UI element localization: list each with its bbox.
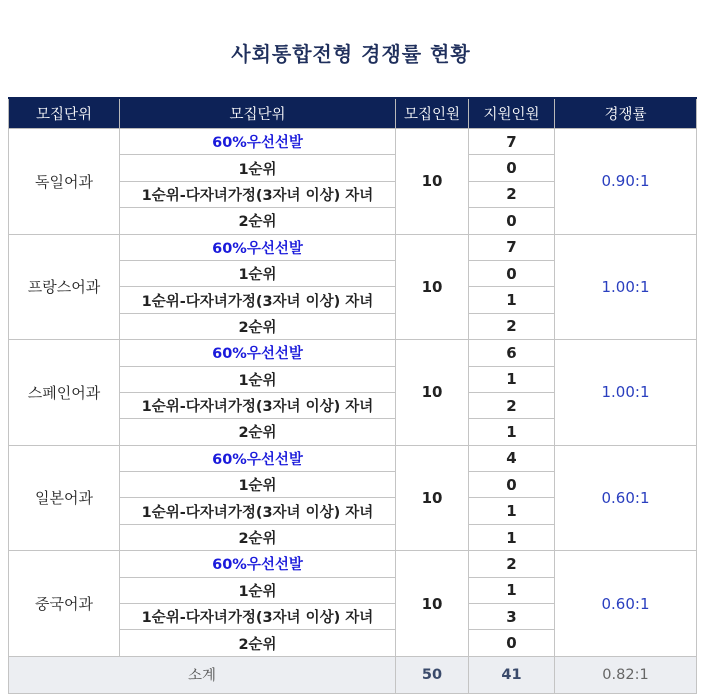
applicants-cell: 3 (469, 604, 555, 630)
unit-name: 스페인어과 (9, 340, 120, 446)
header-applicants: 지원인원 (469, 98, 555, 129)
category-cell: 2순위 (120, 524, 396, 550)
category-cell: 1순위 (120, 155, 396, 181)
quota-cell: 10 (396, 340, 469, 446)
unit-name: 독일어과 (9, 129, 120, 235)
applicants-cell: 7 (469, 129, 555, 155)
quota-cell: 10 (396, 445, 469, 551)
quota-cell: 10 (396, 129, 469, 235)
header-category: 모집단위 (120, 98, 396, 129)
applicants-cell: 1 (469, 287, 555, 313)
ratio-cell: 1.00:1 (555, 340, 697, 446)
table-row (9, 340, 697, 366)
applicants-cell: 6 (469, 340, 555, 366)
quota-cell: 10 (396, 234, 469, 340)
summary-row (9, 656, 697, 693)
applicants-cell: 4 (469, 445, 555, 471)
applicants-cell: 2 (469, 392, 555, 418)
category-cell: 2순위 (120, 630, 396, 656)
applicants-cell: 0 (469, 155, 555, 181)
header-unit: 모집단위 (9, 98, 120, 129)
category-cell: 1순위 (120, 472, 396, 498)
applicants-cell: 7 (469, 234, 555, 260)
category-cell: 60%우선선발 (120, 445, 396, 471)
table-header-row (9, 98, 697, 129)
applicants-cell: 1 (469, 524, 555, 550)
applicants-cell: 1 (469, 366, 555, 392)
summary-applicants: 41 (469, 656, 555, 693)
category-cell: 1순위-다자녀가정(3자녀 이상) 자녀 (120, 604, 396, 630)
category-cell: 1순위 (120, 366, 396, 392)
summary-ratio: 0.82:1 (555, 656, 697, 693)
table-row (9, 551, 697, 577)
category-cell: 1순위-다자녀가정(3자녀 이상) 자녀 (120, 181, 396, 207)
table-row (9, 445, 697, 471)
applicants-cell: 0 (469, 630, 555, 656)
category-cell: 1순위-다자녀가정(3자녀 이상) 자녀 (120, 287, 396, 313)
category-cell: 60%우선선발 (120, 340, 396, 366)
unit-name: 중국어과 (9, 551, 120, 657)
applicants-cell: 0 (469, 208, 555, 234)
category-cell: 2순위 (120, 313, 396, 339)
applicants-cell: 2 (469, 313, 555, 339)
quota-cell: 10 (396, 551, 469, 657)
header-ratio: 경쟁률 (555, 98, 697, 129)
ratio-cell: 0.60:1 (555, 445, 697, 551)
applicants-cell: 2 (469, 551, 555, 577)
category-cell: 2순위 (120, 208, 396, 234)
page-title: 사회통합전형 경쟁률 현황 (231, 42, 471, 66)
applicants-cell: 2 (469, 181, 555, 207)
applicants-cell: 0 (469, 472, 555, 498)
competition-table (8, 97, 697, 694)
category-cell: 1순위 (120, 260, 396, 286)
category-cell: 1순위-다자녀가정(3자녀 이상) 자녀 (120, 392, 396, 418)
category-cell: 60%우선선발 (120, 129, 396, 155)
applicants-cell: 0 (469, 260, 555, 286)
ratio-cell: 1.00:1 (555, 234, 697, 340)
unit-name: 프랑스어과 (9, 234, 120, 340)
table-row (9, 129, 697, 155)
category-cell: 60%우선선발 (120, 551, 396, 577)
table-row (9, 234, 697, 260)
summary-label: 소계 (9, 656, 396, 693)
ratio-cell: 0.60:1 (555, 551, 697, 657)
applicants-cell: 1 (469, 419, 555, 445)
category-cell: 1순위 (120, 577, 396, 603)
summary-quota: 50 (396, 656, 469, 693)
category-cell: 1순위-다자녀가정(3자녀 이상) 자녀 (120, 498, 396, 524)
category-cell: 60%우선선발 (120, 234, 396, 260)
applicants-cell: 1 (469, 498, 555, 524)
header-quota: 모집인원 (396, 98, 469, 129)
unit-name: 일본어과 (9, 445, 120, 551)
ratio-cell: 0.90:1 (555, 129, 697, 235)
applicants-cell: 1 (469, 577, 555, 603)
category-cell: 2순위 (120, 419, 396, 445)
